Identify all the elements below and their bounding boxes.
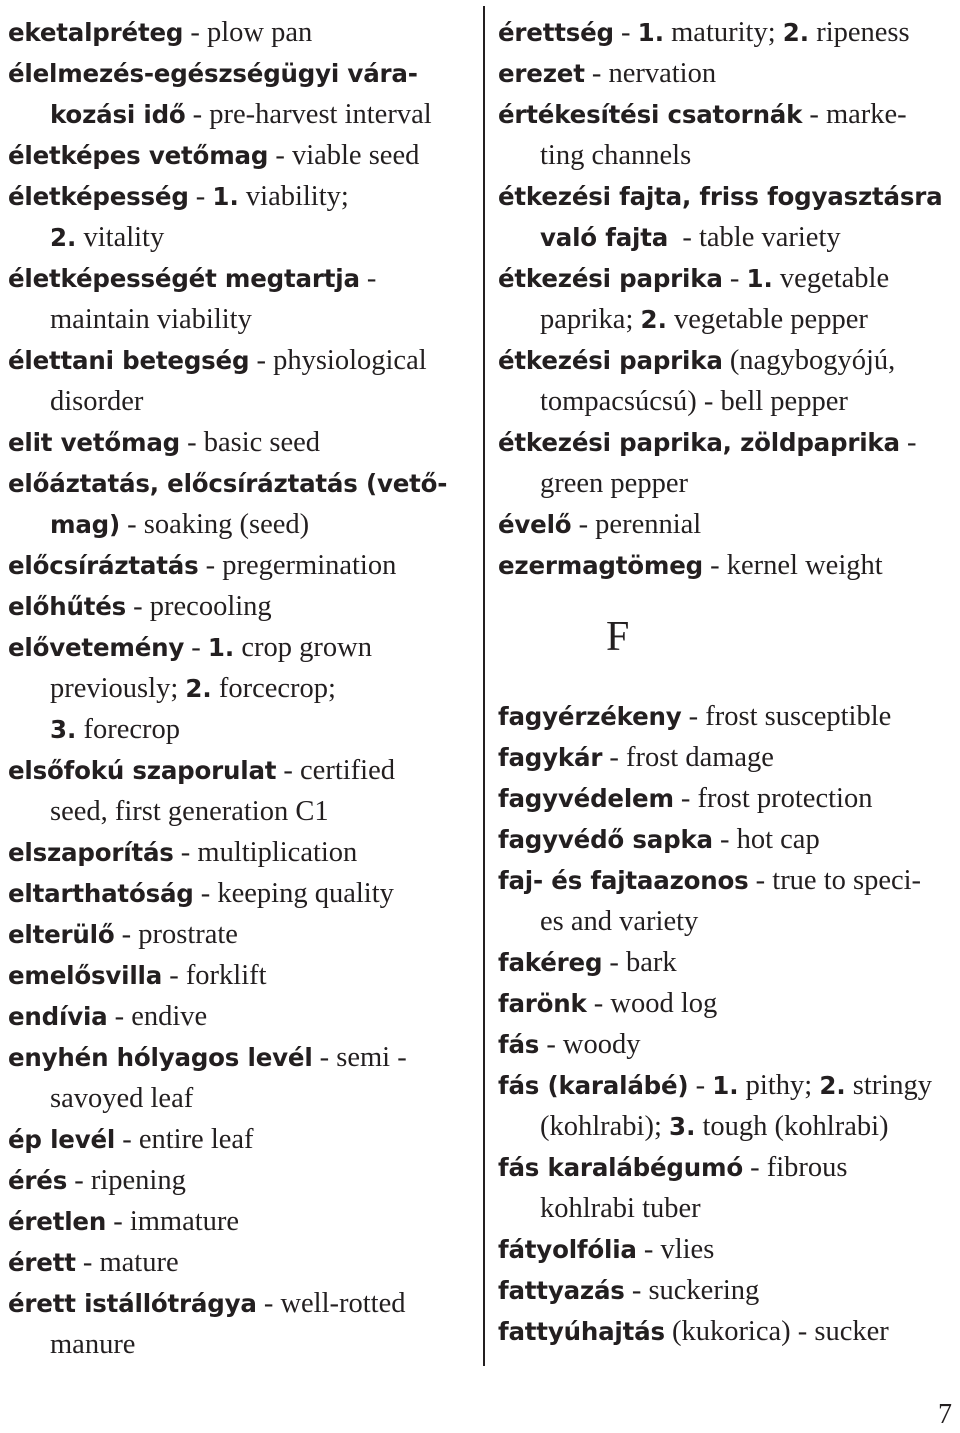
dictionary-entry: fás karalábégumó - fibrous kohlrabi tuber	[498, 1152, 848, 1224]
dictionary-entry: életképesség - 1. viability; 2. vitality	[8, 181, 349, 253]
dictionary-entry: élelmezés-egészségügyi vára- kozási idő - pre-harvest interval	[8, 59, 432, 130]
right-column	[498, 12, 958, 1352]
dictionary-entry: elszaporítás - multiplication	[8, 837, 358, 868]
dictionary-entry: étkezési paprika (nagybogyójú, tompacsúcsú) - bell pepper	[498, 345, 896, 417]
dictionary-entry: fattyúhajtás (kukorica) - sucker	[498, 1316, 889, 1347]
dictionary-entry: érés - ripening	[8, 1165, 186, 1196]
dictionary-entry: enyhén hólyagos levél - semi - savoyed leaf	[8, 1042, 407, 1114]
dictionary-entry: fagyvédelem - frost protection	[498, 783, 873, 814]
dictionary-entry: étkezési paprika, zöldpaprika - green pepper	[498, 427, 917, 499]
dictionary-entry: fakéreg - bark	[498, 947, 677, 978]
dictionary-entry: előcsíráztatás - pregermination	[8, 550, 397, 581]
dictionary-entry: emelősvilla - forklift	[8, 960, 267, 991]
dictionary-entry: étkezési paprika - 1. vegetable paprika; 2. vegetable pepper	[498, 263, 890, 335]
dictionary-entry: fagyvédő sapka - hot cap	[498, 824, 820, 855]
page-number: 7	[938, 1399, 952, 1430]
dictionary-entry: ép levél - entire leaf	[8, 1124, 254, 1155]
dictionary-entry: farönk - wood log	[498, 988, 718, 1019]
dictionary-entry: eltarthatóság - keeping quality	[8, 878, 394, 909]
column-divider	[483, 6, 485, 1366]
dictionary-entry: elterülő - prostrate	[8, 919, 238, 950]
dictionary-entry: fás - woody	[498, 1029, 641, 1060]
dictionary-entry: előáztatás, előcsíráztatás (vető- mag) - soaking (seed)	[8, 469, 448, 540]
left-column	[8, 12, 476, 1365]
dictionary-entry: endívia - endive	[8, 1001, 208, 1032]
dictionary-entry: érettség - 1. maturity; 2. ripeness	[498, 17, 910, 48]
right-column-top-entries	[498, 12, 958, 586]
dictionary-entry: elit vetőmag - basic seed	[8, 427, 321, 458]
dictionary-entry: erezet - nervation	[498, 58, 717, 89]
dictionary-entry: évelő - perennial	[498, 509, 702, 540]
dictionary-entry: eketalpréteg - plow pan	[8, 17, 313, 48]
dictionary-entry: érett istállótrágya - well-rotted manure	[8, 1288, 406, 1360]
dictionary-entry: fás (karalábé) - 1. pithy; 2. stringy (kohlrabi); 3. tough (kohlrabi)	[498, 1070, 932, 1142]
dictionary-entry: érett - mature	[8, 1247, 179, 1278]
dictionary-entry: ezermagtömeg - kernel weight	[498, 550, 883, 581]
dictionary-entry: élettani betegség - physiological disorder	[8, 345, 427, 417]
right-column-bottom-entries	[498, 696, 958, 1352]
dictionary-entry: fátyolfólia - vlies	[498, 1234, 715, 1265]
section-letter: F	[606, 614, 630, 660]
dictionary-entry: faj- és fajtaazonos - true to speci- es and variety	[498, 865, 922, 937]
dictionary-entry: elsőfokú szaporulat - certified seed, first generation C1	[8, 755, 395, 827]
dictionary-entry: értékesítési csatornák - marke- ting channels	[498, 99, 907, 171]
dictionary-entry: étkezési fajta, friss fogyasztásra való fajta - table variety	[498, 182, 943, 253]
dictionary-entry: életképességét megtartja - maintain viability	[8, 263, 377, 335]
dictionary-entry: előhűtés - precooling	[8, 591, 272, 622]
dictionary-entry: fagyérzékeny - frost susceptible	[498, 701, 892, 732]
dictionary-entry: éretlen - immature	[8, 1206, 240, 1237]
dictionary-entry: elővetemény - 1. crop grown previously; 2. forcecrop; 3. forecrop	[8, 632, 372, 745]
dictionary-entry: fagykár - frost damage	[498, 742, 774, 773]
dictionary-entry: fattyazás - suckering	[498, 1275, 760, 1306]
dictionary-entry: életképes vetőmag - viable seed	[8, 140, 420, 171]
